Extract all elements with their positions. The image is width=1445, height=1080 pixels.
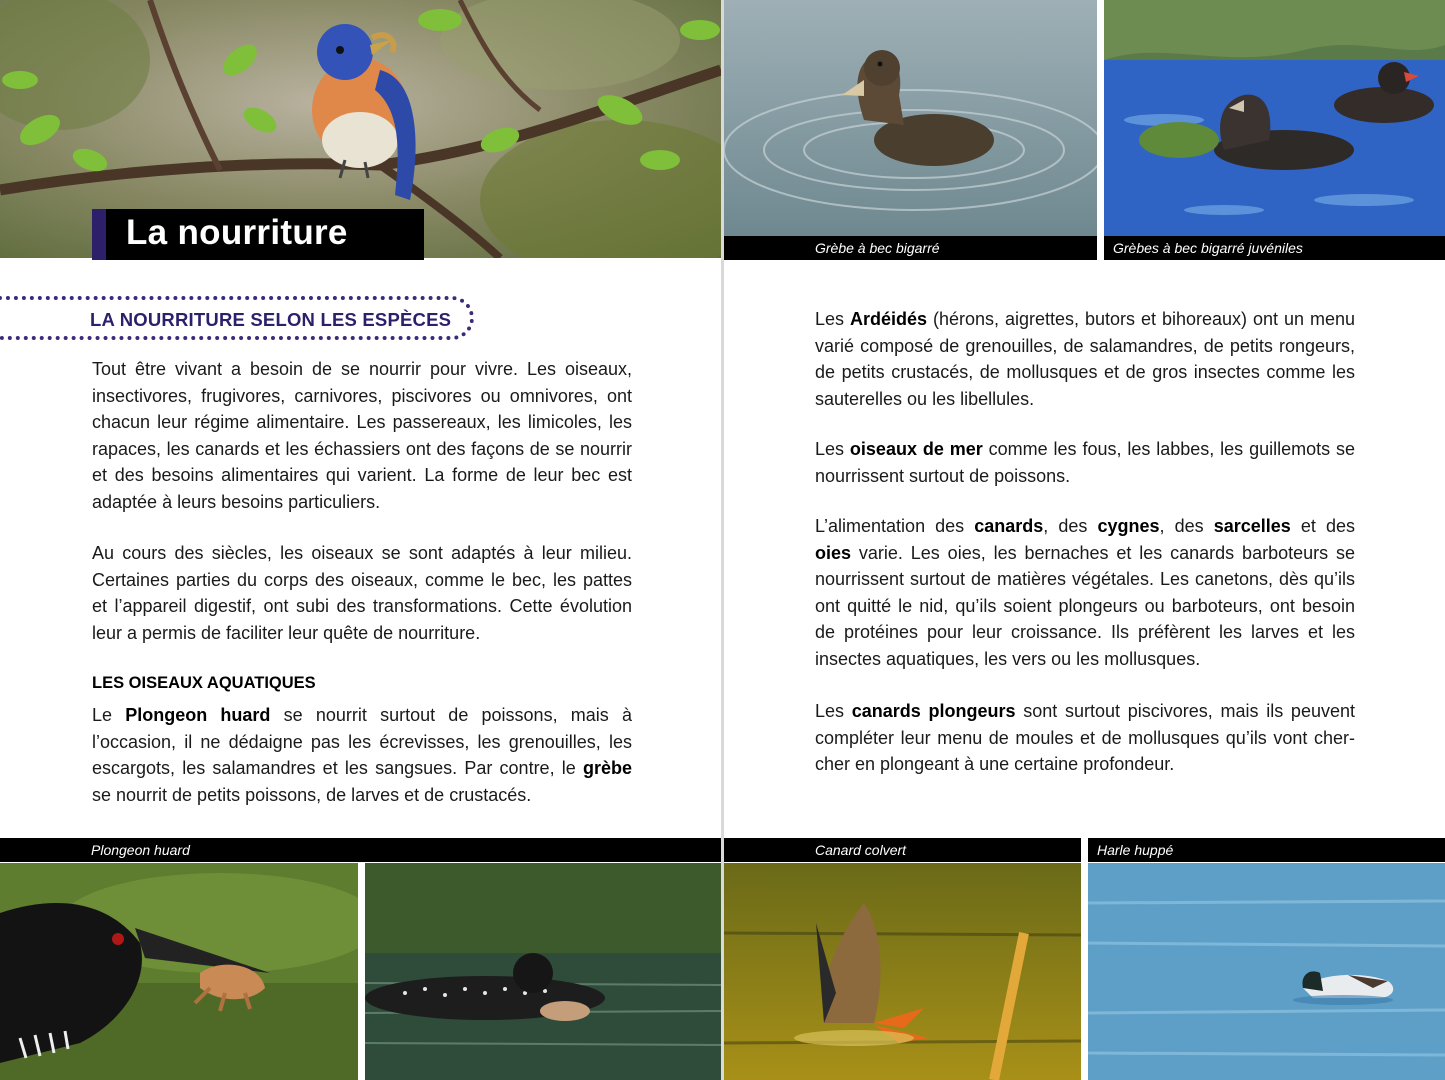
text: , des: [1043, 516, 1098, 536]
bold-term: canards: [974, 516, 1044, 536]
text: varie. Les oies, les bernaches et les canards barboteurs se nourrissent surtout de matières végétales. Les canetons, dès qu’ils ont quitté le nid, qu’ils soient plongeurs ou barboteurs, ont besoin de protéines pour leur croissance. Ils préfèrent les larves et les insectes aquatiques, les vers ou les mollusques.: [815, 542, 1355, 669]
text: Le: [92, 705, 126, 725]
right-paragraph-2: [815, 436, 1355, 489]
section-heading-pill: [0, 296, 474, 340]
caption-text: Canard colvert: [815, 842, 907, 858]
page-title-banner: [92, 209, 424, 260]
caption-text: Grèbes à bec bigarré juvéniles: [1113, 240, 1303, 256]
loon-swimming-photo: [365, 863, 721, 1080]
section-heading: LA NOURRITURE SELON LES ESPÈCES: [90, 309, 452, 330]
bold-term: cygnes: [1097, 516, 1160, 536]
subheading-aquatic-birds: LES OISEAUX AQUATIQUES: [92, 674, 316, 692]
text: Les: [815, 439, 850, 459]
caption-text: Plongeon huard: [91, 842, 190, 858]
loon-crayfish-photo: [0, 863, 358, 1080]
left-paragraph-3: [92, 702, 632, 808]
text: , des: [1159, 516, 1214, 536]
right-paragraph-4: [815, 698, 1355, 778]
bold-term: Ardéidés: [850, 309, 928, 329]
page-title: La nourriture: [126, 213, 348, 252]
text: L’alimentation des: [815, 516, 975, 536]
bold-term: oiseaux de mer: [849, 439, 983, 459]
caption-plongeon: [0, 838, 721, 862]
caption-text: Harle huppé: [1097, 842, 1174, 858]
bold-term: oies: [815, 542, 852, 563]
grebe-photo: [724, 0, 1097, 236]
merganser-photo: [1088, 863, 1445, 1080]
text: sont surtout piscivores, mais ils peuvent compléter leur menu de moules et de mollusques qu’ils vont cher-cher en plongeant à une certaine profondeur.: [815, 701, 1355, 775]
left-paragraph-1: Tout être vivant a besoin de se nourrir pour vivre. Les oiseaux, insectivores, frugivores, carnivores, piscivores ou omnivores, ont chacun leur régime alimentaire. Les passereaux, les limicoles, les rapaces, les canards et les échassiers ont des façons de se nourrir et des besoins alimentaires qui varient. La forme de leur bec est adaptée à leurs besoins particuliers.: [92, 359, 632, 512]
right-paragraph-1: [815, 306, 1355, 412]
caption-text: Grèbe à bec bigarré: [815, 240, 940, 256]
caption-grebes-juveniles: [1104, 236, 1445, 260]
right-paragraph-3: [815, 513, 1355, 673]
text: Les: [815, 701, 852, 721]
bold-term: grèbe: [582, 758, 632, 779]
text: Les: [815, 309, 850, 329]
bold-term: Plongeon huard: [125, 705, 271, 725]
caption-harle: [1088, 838, 1445, 862]
mallard-dabbling-photo: [724, 863, 1081, 1080]
text: comme les fous, les labbes, les guillemots se nourrissent surtout de poissons.: [815, 439, 1356, 486]
text: et des: [1290, 516, 1355, 536]
text: (hérons, aigrettes, butors et bihoreaux) ont un menu varié composé de grenouilles, de salamandres, de petits rongeurs, de petits crustacés, de mollusques et de gros insectes comme les sauterelles ou les libellules.: [815, 309, 1355, 409]
text: se nourrit surtout de poissons, mais à l’occasion, il ne dédaigne pas les écrevisses, les grenouilles, les escargots, les salamandres et les sangsues. Par contre, le: [92, 705, 632, 779]
bold-term: sarcelles: [1213, 516, 1291, 536]
grebes-juveniles-photo: [1104, 0, 1445, 236]
bold-term: canards plongeurs: [851, 701, 1016, 721]
caption-grebe: [724, 236, 1097, 260]
page-gutter: [721, 0, 724, 1080]
caption-colvert: [724, 838, 1081, 862]
left-paragraph-2: Au cours des siècles, les oiseaux se sont adaptés à leur milieu. Certaines parties du corps des oiseaux, comme le bec, les pattes et l’appareil digestif, ont subi des transformations. Cette évolution leur a permis de faciliter leur quête de nourriture.: [92, 543, 632, 643]
text: se nourrit de petits poissons, de larves et de crustacés.: [92, 784, 532, 805]
